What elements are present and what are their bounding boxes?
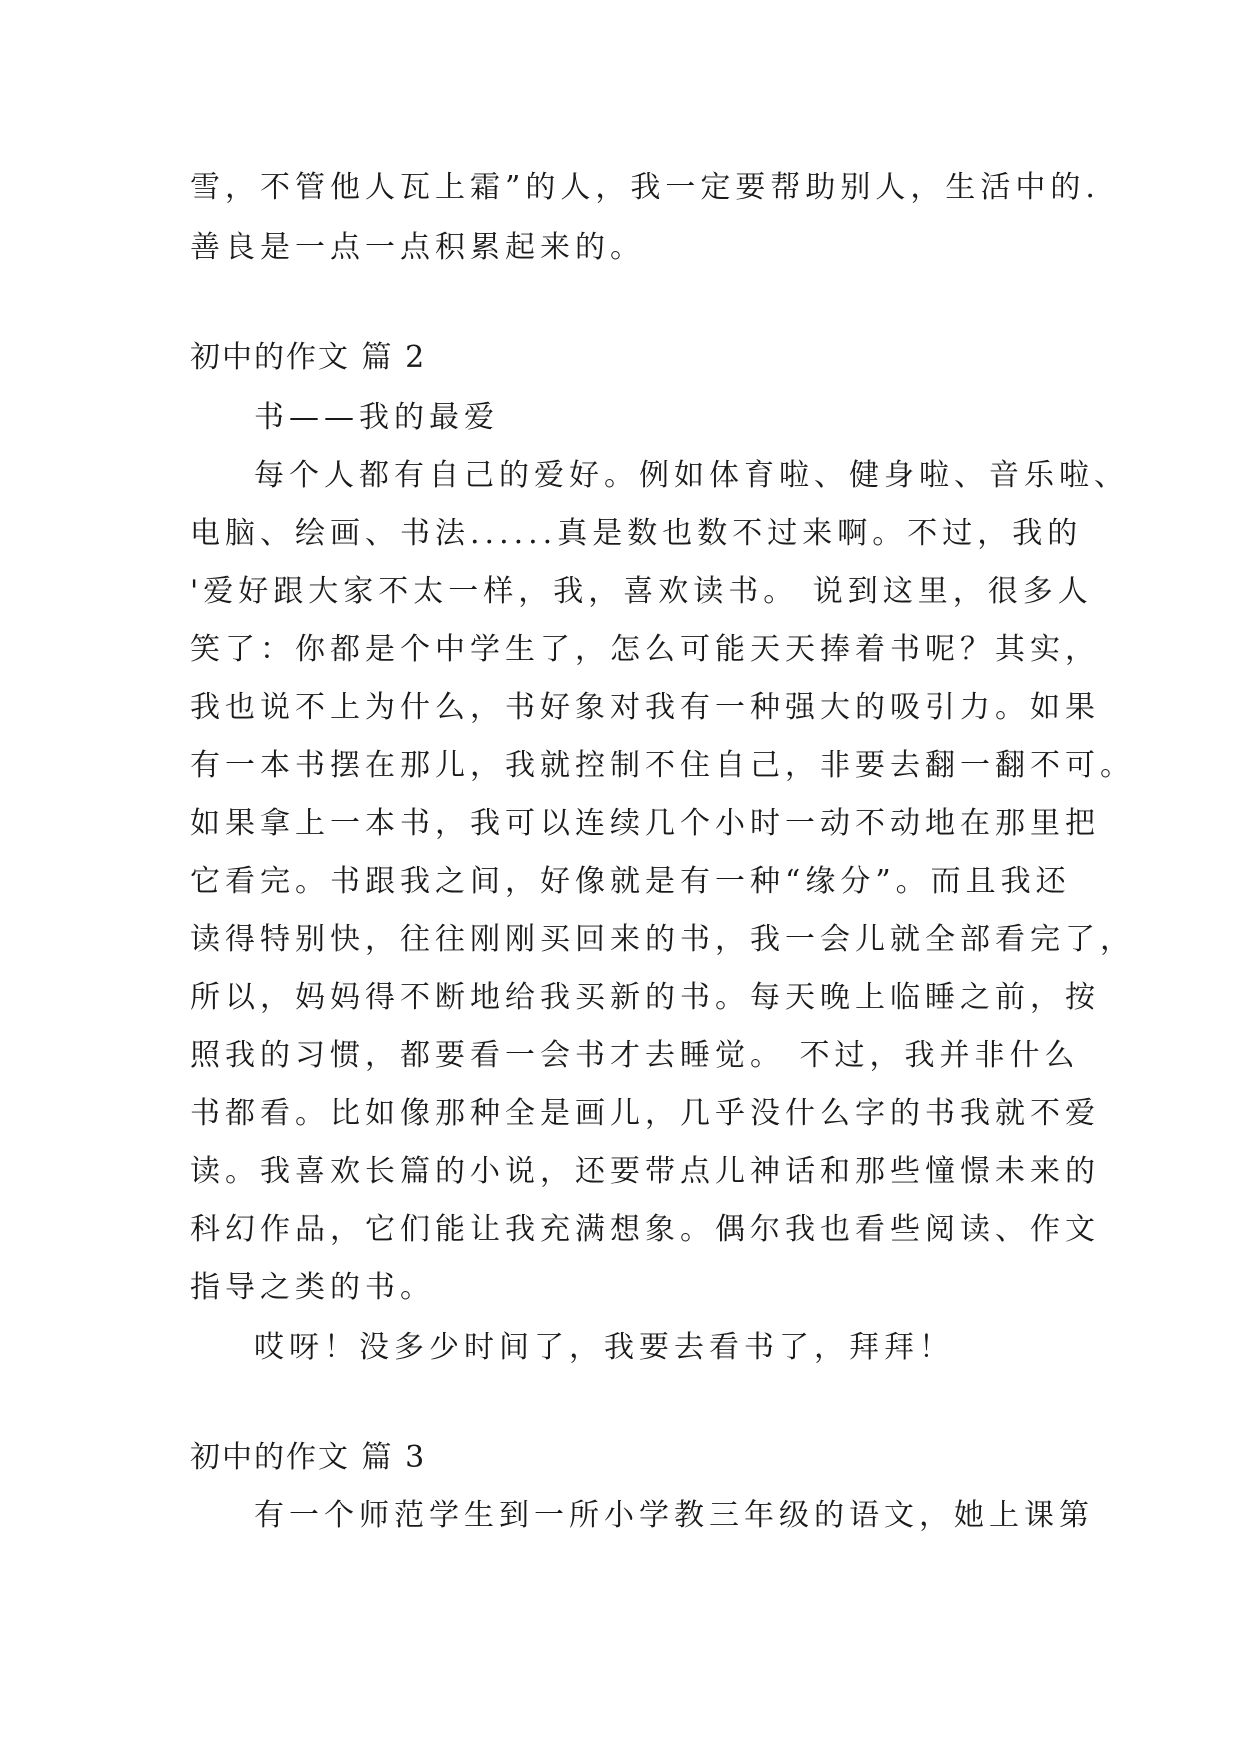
paragraph-line: 读。我喜欢长篇的小说，还要带点儿神话和那些憧憬未来的: [190, 1154, 1100, 1189]
paragraph-line: 指导之类的书。: [190, 1270, 435, 1305]
section-heading: 初中的作文 篇 2: [190, 340, 427, 375]
paragraph-line: 雪，不管他人瓦上霜”的人，我一定要帮助别人，生活中的.: [190, 170, 1100, 205]
essay-title: 书——我的最爱: [254, 400, 499, 435]
paragraph-line: 照我的习惯，都要看一会书才去睡觉。 不过，我并非什么: [190, 1038, 1080, 1073]
section-heading: 初中的作文 篇 3: [190, 1440, 427, 1475]
paragraph-line: '爱好跟大家不太一样，我，喜欢读书。 说到这里，很多人: [190, 574, 1093, 609]
paragraph-line: 科幻作品，它们能让我充满想象。偶尔我也看些阅读、作文: [190, 1212, 1100, 1247]
paragraph-line: 有一本书摆在那儿，我就控制不住自己，非要去翻一翻不可。: [190, 748, 1135, 783]
paragraph-line: 它看完。书跟我之间，好像就是有一种“缘分”。而且我还: [190, 864, 1071, 899]
paragraph-line: 读得特别快，往往刚刚买回来的书，我一会儿就全部看完了，: [190, 922, 1135, 957]
paragraph-line: 每个人都有自己的爱好。例如体育啦、健身啦、音乐啦、: [254, 458, 1129, 493]
paragraph-line: 有一个师范学生到一所小学教三年级的语文，她上课第: [254, 1498, 1094, 1533]
paragraph-line: 笑了：你都是个中学生了，怎么可能天天捧着书呢？其实，: [190, 632, 1100, 667]
paragraph-line: 善良是一点一点积累起来的。: [190, 230, 645, 265]
paragraph-line: 如果拿上一本书，我可以连续几个小时一动不动地在那里把: [190, 806, 1100, 841]
paragraph-line: 我也说不上为什么，书好象对我有一种强大的吸引力。如果: [190, 690, 1100, 725]
paragraph-line: 电脑、绘画、书法......真是数也数不过来啊。不过，我的: [190, 516, 1083, 551]
paragraph-line: 书都看。比如像那种全是画儿，几乎没什么字的书我就不爱: [190, 1096, 1100, 1131]
paragraph-line: 所以，妈妈得不断地给我买新的书。每天晚上临睡之前，按: [190, 980, 1100, 1015]
paragraph-line: 哎呀！没多少时间了，我要去看书了，拜拜！: [254, 1330, 954, 1365]
